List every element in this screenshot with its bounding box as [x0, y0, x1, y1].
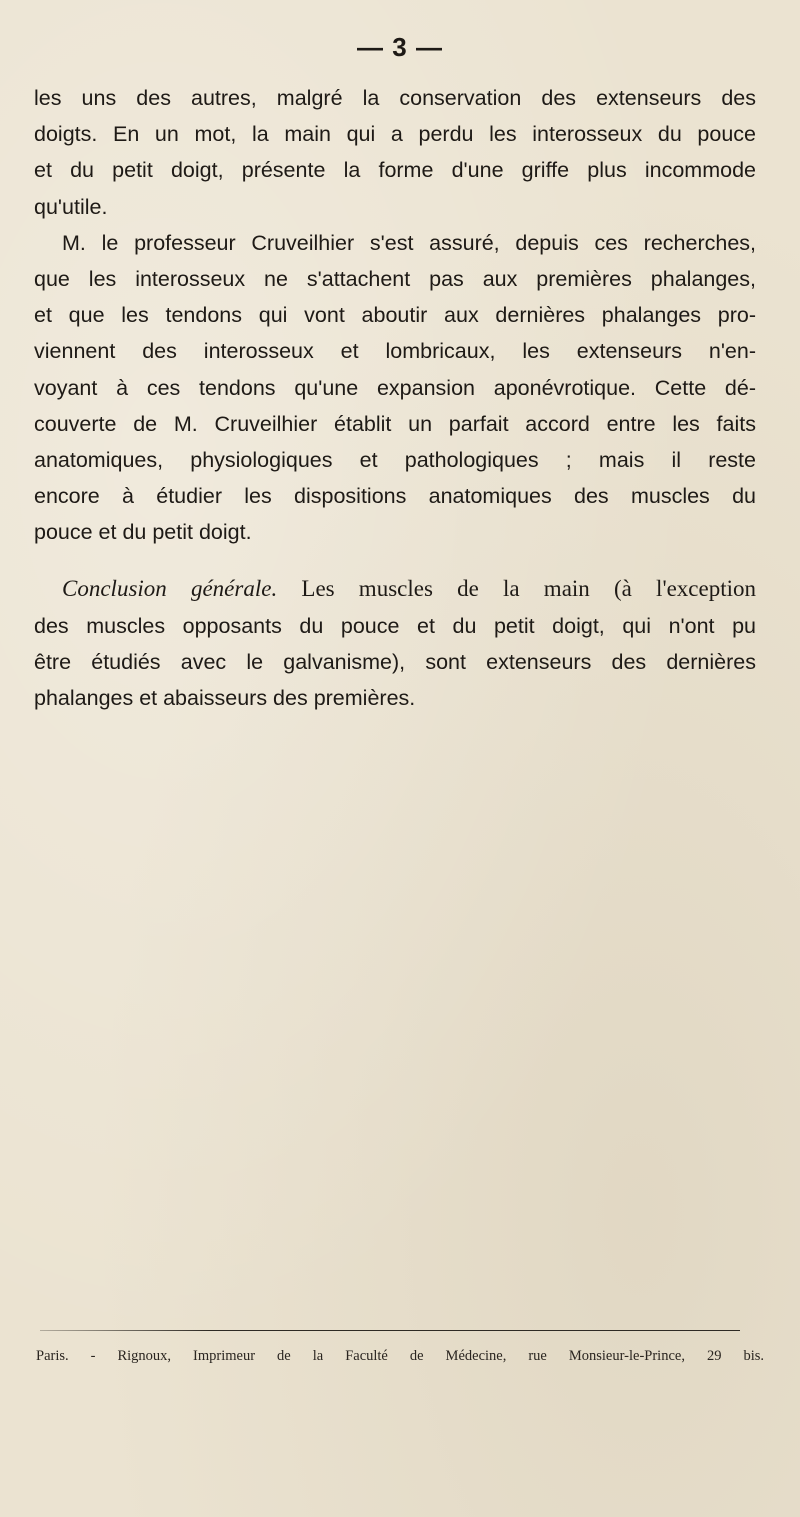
- text-line: qu'utile.: [34, 194, 108, 219]
- paragraph-3: [34, 571, 756, 716]
- text-line: voyant à ces tendons qu'une expansion aponévrotique. Cette dé-: [34, 375, 756, 400]
- text-line: couverte de M. Cruveilhier établit un parfait accord entre les faits: [34, 411, 756, 436]
- text-line: viennent des interosseux et lombricaux, les extenseurs n'en-: [34, 339, 756, 364]
- text-line: doigts. En un mot, la main qui a perdu les interosseux du pouce: [34, 122, 756, 147]
- text-line: anatomiques, physiologiques et pathologiques ; mais il reste: [34, 447, 756, 472]
- text-line: les uns des autres, malgré la conservation des extenseurs des: [34, 86, 756, 110]
- text-line: être étudiés avec le galvanisme), sont extenseurs des dernières: [34, 649, 756, 674]
- text-line: que les interosseux ne s'attachent pas aux premières phalanges,: [34, 266, 756, 291]
- body-text: [34, 80, 756, 716]
- page-number: — 3 —: [357, 32, 443, 62]
- printer-imprint: Paris. - Rignoux, Imprimeur de la Faculté de Médecine, rue Monsieur-le-Prince, 29 bis.: [36, 1348, 764, 1364]
- conclusion-lead-text: Les muscles de la main (à l'exception: [277, 576, 756, 602]
- footer-rule-fade: [40, 1328, 210, 1333]
- text-line: encore à étudier les dispositions anatomiques des muscles du: [34, 484, 756, 509]
- text-line: des muscles opposants du pouce et du petit doigt, qui n'ont pu: [34, 613, 756, 638]
- paragraph-1: [34, 80, 756, 225]
- paragraph-2: [34, 225, 756, 551]
- conclusion-first-line: [34, 571, 756, 607]
- text-line: pouce et du petit doigt.: [34, 520, 252, 545]
- conclusion-heading: Conclusion générale.: [62, 576, 278, 602]
- text-line: phalanges et abaisseurs des premières.: [34, 686, 416, 710]
- text-line: et du petit doigt, présente la forme d'une griffe plus incommode: [34, 158, 756, 183]
- text-line: et que les tendons qui vont aboutir aux dernières phalanges pro-: [34, 303, 756, 328]
- text-line: M. le professeur Cruveilhier s'est assuré, depuis ces recherches,: [62, 230, 756, 255]
